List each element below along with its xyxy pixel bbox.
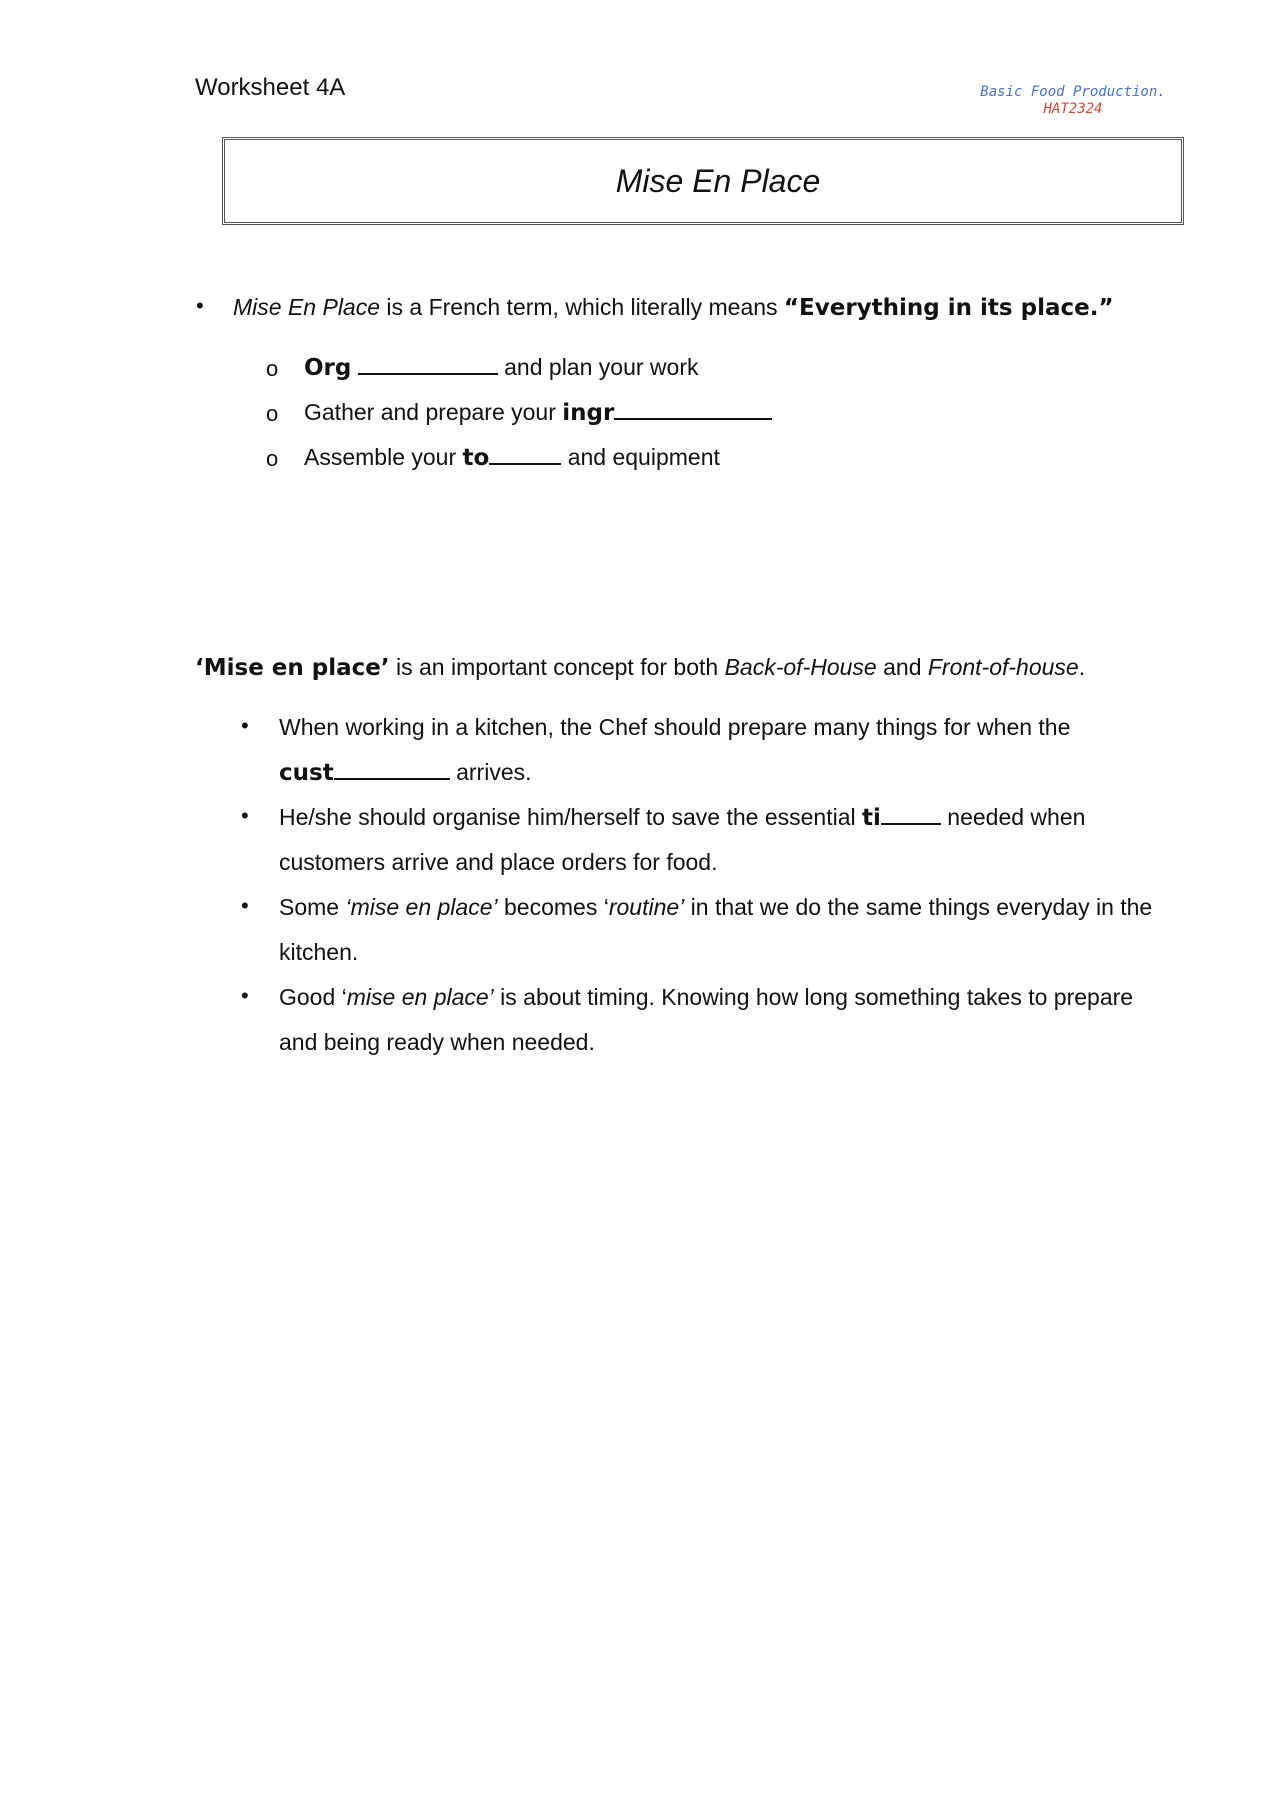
point-text: He/she should organise him/herself to save the essential [279,804,862,830]
bullet-icon: • [241,803,249,828]
definition-term: Mise En Place [233,294,381,320]
bullet-icon: • [241,983,249,1008]
step-bold: ingr [562,400,615,426]
point-text: is about timing. Knowing how long something takes to prepare [493,984,1134,1010]
point-text: needed when [940,804,1086,830]
point-text: becomes ‘ [497,894,609,920]
concept-front-of-house: Front-of-house [927,654,1079,680]
step-text: and equipment [561,444,720,470]
fill-blank[interactable] [881,801,941,825]
fill-blank[interactable] [334,756,450,780]
point-text: Some [279,894,346,920]
title-box [222,137,1184,225]
fill-blank[interactable] [614,396,772,420]
point-italic: mise en place’ [346,984,494,1010]
concept-text: is an important concept for both [389,654,725,680]
point-text: Good ‘ [279,984,347,1010]
fill-blank[interactable] [489,441,561,465]
point-line: and being ready when needed. [279,1029,595,1055]
definition-line [233,285,1114,331]
point-bold: ti [862,805,881,831]
bullet-icon: • [196,293,204,318]
circle-bullet-icon: o [266,446,279,471]
course-stamp [948,84,1198,117]
concept-bold: ‘Mise en place’ [195,655,390,681]
page-title: Mise En Place [615,162,821,199]
point-text: arrives. [449,759,532,785]
point-italic: ‘mise en place’ [345,894,498,920]
concept-paragraph [195,645,1085,691]
concept-text: . [1078,654,1086,680]
point-line [279,795,1085,841]
circle-bullet-icon: o [266,356,279,381]
point-line: When working in a kitchen, the Chef should prepare many things for when the [279,714,1071,740]
worksheet-label: Worksheet 4A [195,74,346,101]
point-text: in that we do the same things everyday in the [684,894,1153,920]
step-text: Gather and prepare your [304,399,563,425]
course-code: HAT2324 [1043,101,1103,117]
point-bold: cust [279,760,334,786]
point-line [279,750,532,796]
point-line: kitchen. [279,939,359,965]
point-line: customers arrive and place orders for food. [279,849,718,875]
step-item [304,390,772,436]
step-item [304,345,698,391]
step-text: and plan your work [497,354,699,380]
concept-back-of-house: Back-of-House [724,654,877,680]
step-bold: Org [304,355,352,381]
point-italic: routine’ [608,894,685,920]
concept-text: and [876,654,928,680]
definition-text: is a French term, which literally means [380,294,784,320]
circle-bullet-icon: o [266,401,279,426]
point-line [279,885,1152,930]
step-text: Assemble your [304,444,463,470]
point-line [279,975,1133,1020]
bullet-icon: • [241,893,249,918]
definition-quote: “Everything in its place.” [783,295,1114,321]
fill-blank[interactable] [358,351,498,375]
bullet-icon: • [241,713,249,738]
step-item [304,435,720,481]
course-name: Basic Food Production. [980,84,1166,100]
step-bold: to [462,445,490,471]
